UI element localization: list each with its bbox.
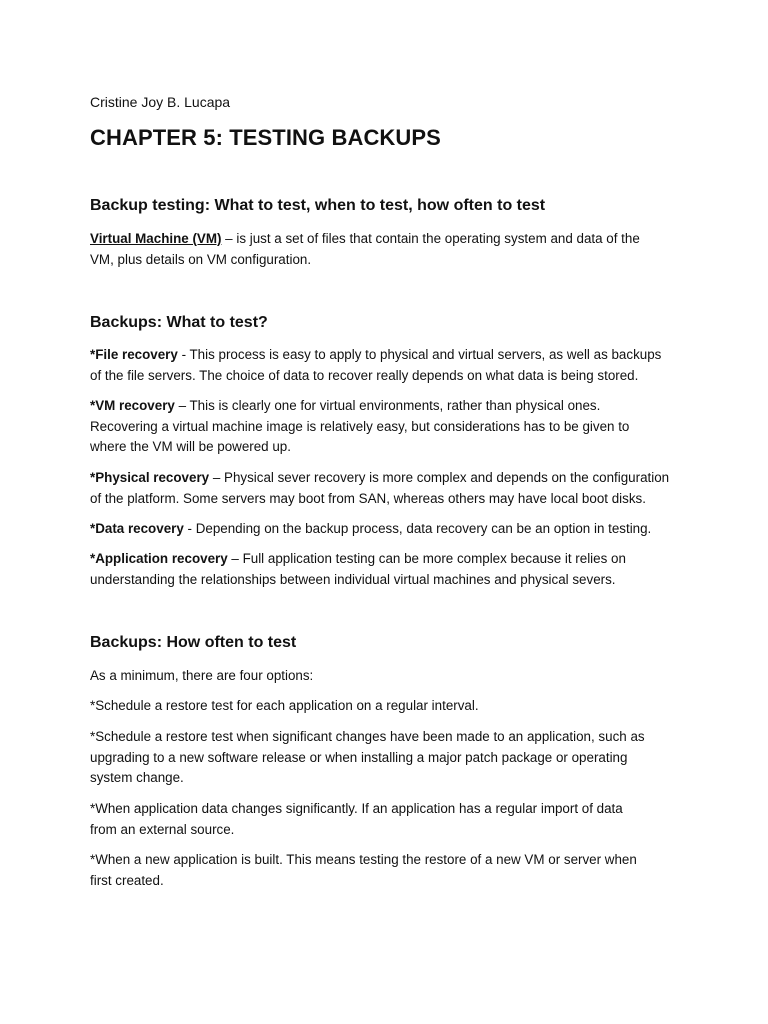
option-3-line-2: from an external source.	[90, 821, 235, 837]
vm-recovery-term: *VM recovery	[90, 398, 175, 413]
application-recovery-term: *Application recovery	[90, 551, 228, 566]
physical-recovery-term: *Physical recovery	[90, 470, 210, 485]
option-paragraph	[90, 799, 690, 840]
option-2-line-3: system change.	[90, 770, 184, 785]
chapter-title: CHAPTER 5: TESTING BACKUPS	[90, 125, 441, 150]
option-3-line-1: *When application data changes significantly. If an application has a regular import of data	[90, 801, 623, 816]
application-recovery-line-1: – Full application testing can be more complex because it relies on	[227, 551, 626, 566]
vm-definition-paragraph	[90, 229, 690, 270]
data-recovery-term: *Data recovery	[90, 521, 184, 536]
vm-term: Virtual Machine (VM)	[90, 231, 222, 246]
vm-recovery-line-2: Recovering a virtual machine image is relatively easy, but considerations has to be given to	[90, 418, 630, 434]
option-2-line-1: *Schedule a restore test when significant changes have been made to an application, such as	[90, 729, 645, 744]
vm-definition-line-1: – is just a set of files that contain the operating system and data of the	[221, 231, 640, 246]
option-4-line-2: first created.	[90, 872, 164, 888]
vm-recovery-paragraph	[90, 396, 690, 458]
option-4-line-1: *When a new application is built. This means testing the restore of a new VM or server when	[90, 852, 637, 867]
file-recovery-paragraph	[90, 345, 690, 386]
option-1-line-1: *Schedule a restore test for each application on a regular interval.	[90, 698, 479, 713]
option-paragraph	[90, 850, 690, 891]
physical-recovery-line-2: of the platform. Some servers may boot from SAN, whereas others may have local boot disks.	[90, 490, 646, 506]
file-recovery-line-1: - This process is easy to apply to physical and virtual servers, as well as backups	[177, 347, 662, 362]
option-paragraph	[90, 727, 690, 789]
how-often-intro: As a minimum, there are four options:	[90, 668, 314, 683]
application-recovery-line-2: understanding the relationships between individual virtual machines and physical severs.	[90, 571, 616, 587]
file-recovery-term: *File recovery	[90, 347, 178, 362]
file-recovery-line-2: of the file servers. The choice of data to recover really depends on what data is being stored.	[90, 367, 639, 383]
option-2-line-2: upgrading to a new software release or when installing a major patch package or operating	[90, 749, 628, 765]
vm-definition-line-2: VM, plus details on VM configuration.	[90, 251, 312, 267]
document-page	[90, 0, 690, 1024]
option-paragraph	[90, 696, 690, 717]
data-recovery-line-1: - Depending on the backup process, data recovery can be an option in testing.	[183, 521, 652, 536]
data-recovery-paragraph	[90, 519, 690, 540]
vm-recovery-line-3: where the VM will be powered up.	[90, 439, 291, 454]
section-heading-what-to-test: Backups: What to test?	[90, 314, 268, 331]
physical-recovery-paragraph	[90, 468, 690, 509]
application-recovery-paragraph	[90, 549, 690, 590]
vm-recovery-line-1: – This is clearly one for virtual environments, rather than physical ones.	[174, 398, 601, 413]
physical-recovery-line-1: – Physical sever recovery is more complex and depends on the configuration	[209, 470, 670, 485]
author-name: Cristine Joy B. Lucapa	[90, 94, 231, 110]
section-heading-how-often: Backups: How often to test	[90, 634, 297, 651]
section-heading-backup-testing: Backup testing: What to test, when to test, how often to test	[90, 197, 546, 214]
